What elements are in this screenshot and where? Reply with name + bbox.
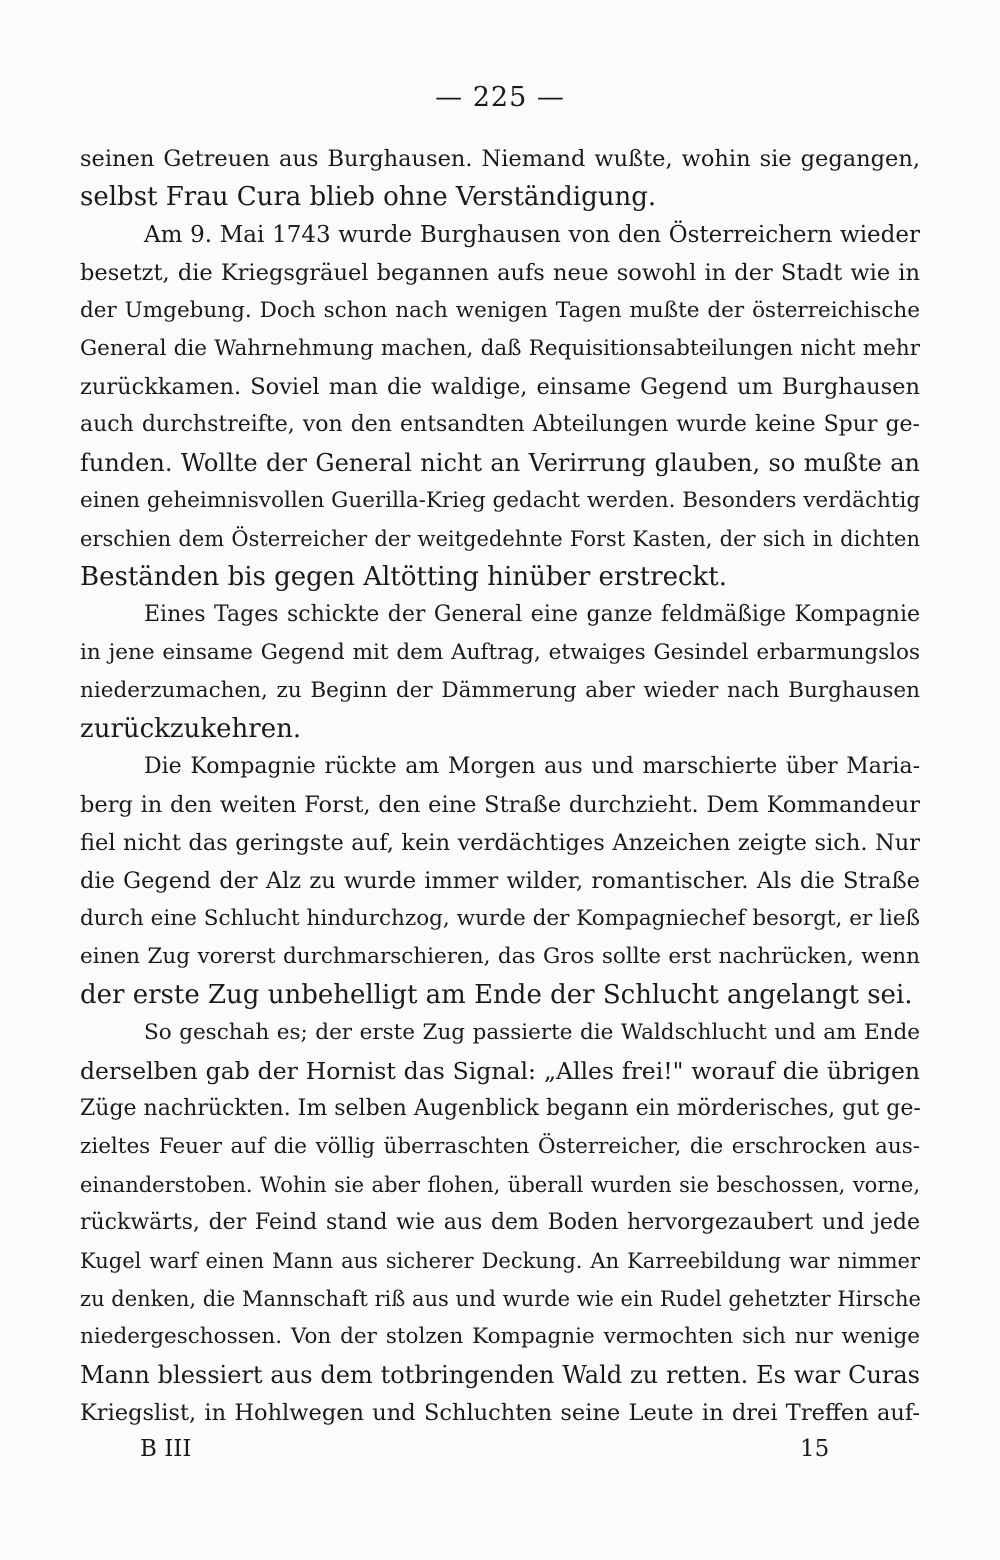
text-line: niederzumachen, zu Beginn der Dämmerung aber wieder nach Burghausen — [80, 678, 920, 703]
text-line: Eines Tages schickte der General eine ganze feldmäßige Kompagnie — [144, 602, 920, 627]
text-line: in jene einsame Gegend mit dem Auftrag, etwaiges Gesindel erbarmungslos — [80, 640, 920, 665]
text-line: derselben gab der Hornist das Signal: „Alles frei!" worauf die übrigen — [80, 1057, 920, 1085]
text-line: zurückzukehren. — [80, 714, 302, 744]
text-line: einen Zug vorerst durchmarschieren, das Gros sollte erst nachrücken, wenn — [80, 944, 920, 969]
text-line: seinen Getreuen aus Burghausen. Niemand wußte, wohin sie gegangen, — [80, 146, 920, 172]
text-line: Beständen bis gegen Altötting hinüber erstreckt. — [80, 562, 727, 592]
text-line: einanderstoben. Wohin sie aber flohen, überall wurden sie beschossen, vorne, — [80, 1173, 920, 1197]
text-line: zieltes Feuer auf die völlig überraschten Österreicher, die erschrocken aus- — [80, 1134, 920, 1159]
text-line: zurückkamen. Soviel man die waldige, einsame Gegend um Burghausen — [80, 374, 920, 400]
page-footer — [0, 1436, 1000, 1470]
text-line: rückwärts, der Feind stand wie aus dem Boden hervorgezaubert und jede — [80, 1210, 920, 1235]
text-line: Am 9. Mai 1743 wurde Burghausen von den Österreichern wieder — [144, 222, 920, 248]
text-line: Kriegslist, in Hohlwegen und Schluchten seine Leute in drei Treffen auf- — [80, 1400, 920, 1426]
text-line: durch eine Schlucht hindurchzog, wurde der Kompagniechef besorgt, er ließ — [80, 906, 920, 931]
printer-signature: B III — [140, 1436, 192, 1462]
text-line: So geschah es; der erste Zug passierte die Waldschlucht und am Ende — [144, 1020, 920, 1045]
text-line: die Gegend der Alz zu wurde immer wilder, romantischer. Als die Straße — [80, 868, 920, 894]
text-line: Kugel warf einen Mann aus sicherer Deckung. An Karreebildung war nimmer — [80, 1249, 920, 1273]
text-line: einen geheimnisvollen Guerilla-Krieg gedacht werden. Besonders verdächtig — [80, 488, 921, 513]
page-number: — 225 — — [435, 82, 565, 113]
sheet-number: 15 — [800, 1436, 830, 1462]
text-line: selbst Frau Cura blieb ohne Verständigung. — [80, 182, 657, 212]
text-line: General die Wahrnehmung machen, daß Requisitionsabteilungen nicht mehr — [80, 336, 920, 361]
text-line: zu denken, die Mannschaft riß aus und wurde wie ein Rudel gehetzter Hirsche — [80, 1287, 921, 1311]
text-line: erschien dem Österreicher der weitgedehnte Forst Kasten, der sich in dichten — [80, 527, 920, 551]
text-line: der erste Zug unbehelligt am Ende der Schlucht angelangt sei. — [80, 980, 913, 1010]
text-line: fiel nicht das geringste auf, kein verdächtiges Anzeichen zeigte sich. Nur — [80, 830, 920, 856]
text-line: der Umgebung. Doch schon nach wenigen Tagen mußte der österreichische — [80, 298, 920, 323]
text-line: Mann blessiert aus dem totbringenden Wald zu retten. Es war Curas — [80, 1361, 920, 1389]
text-line: auch durchstreifte, von den entsandten Abteilungen wurde keine Spur ge- — [80, 412, 920, 437]
text-line: niedergeschossen. Von der stolzen Kompagnie vermochten sich nur wenige — [80, 1324, 920, 1349]
text-line: Die Kompagnie rückte am Morgen aus und marschierte über Maria- — [144, 754, 920, 779]
text-line: besetzt, die Kriegsgräuel begannen aufs neue sowohl in der Stadt wie in — [80, 260, 920, 286]
text-line: funden. Wollte der General nicht an Verirrung glauben, so mußte an — [80, 449, 920, 477]
text-line: berg in den weiten Forst, den eine Straße durchzieht. Dem Kommandeur — [80, 792, 920, 818]
text-line: Züge nachrückten. Im selben Augenblick begann ein mörderisches, gut ge- — [80, 1096, 921, 1121]
body-text — [80, 140, 920, 1432]
